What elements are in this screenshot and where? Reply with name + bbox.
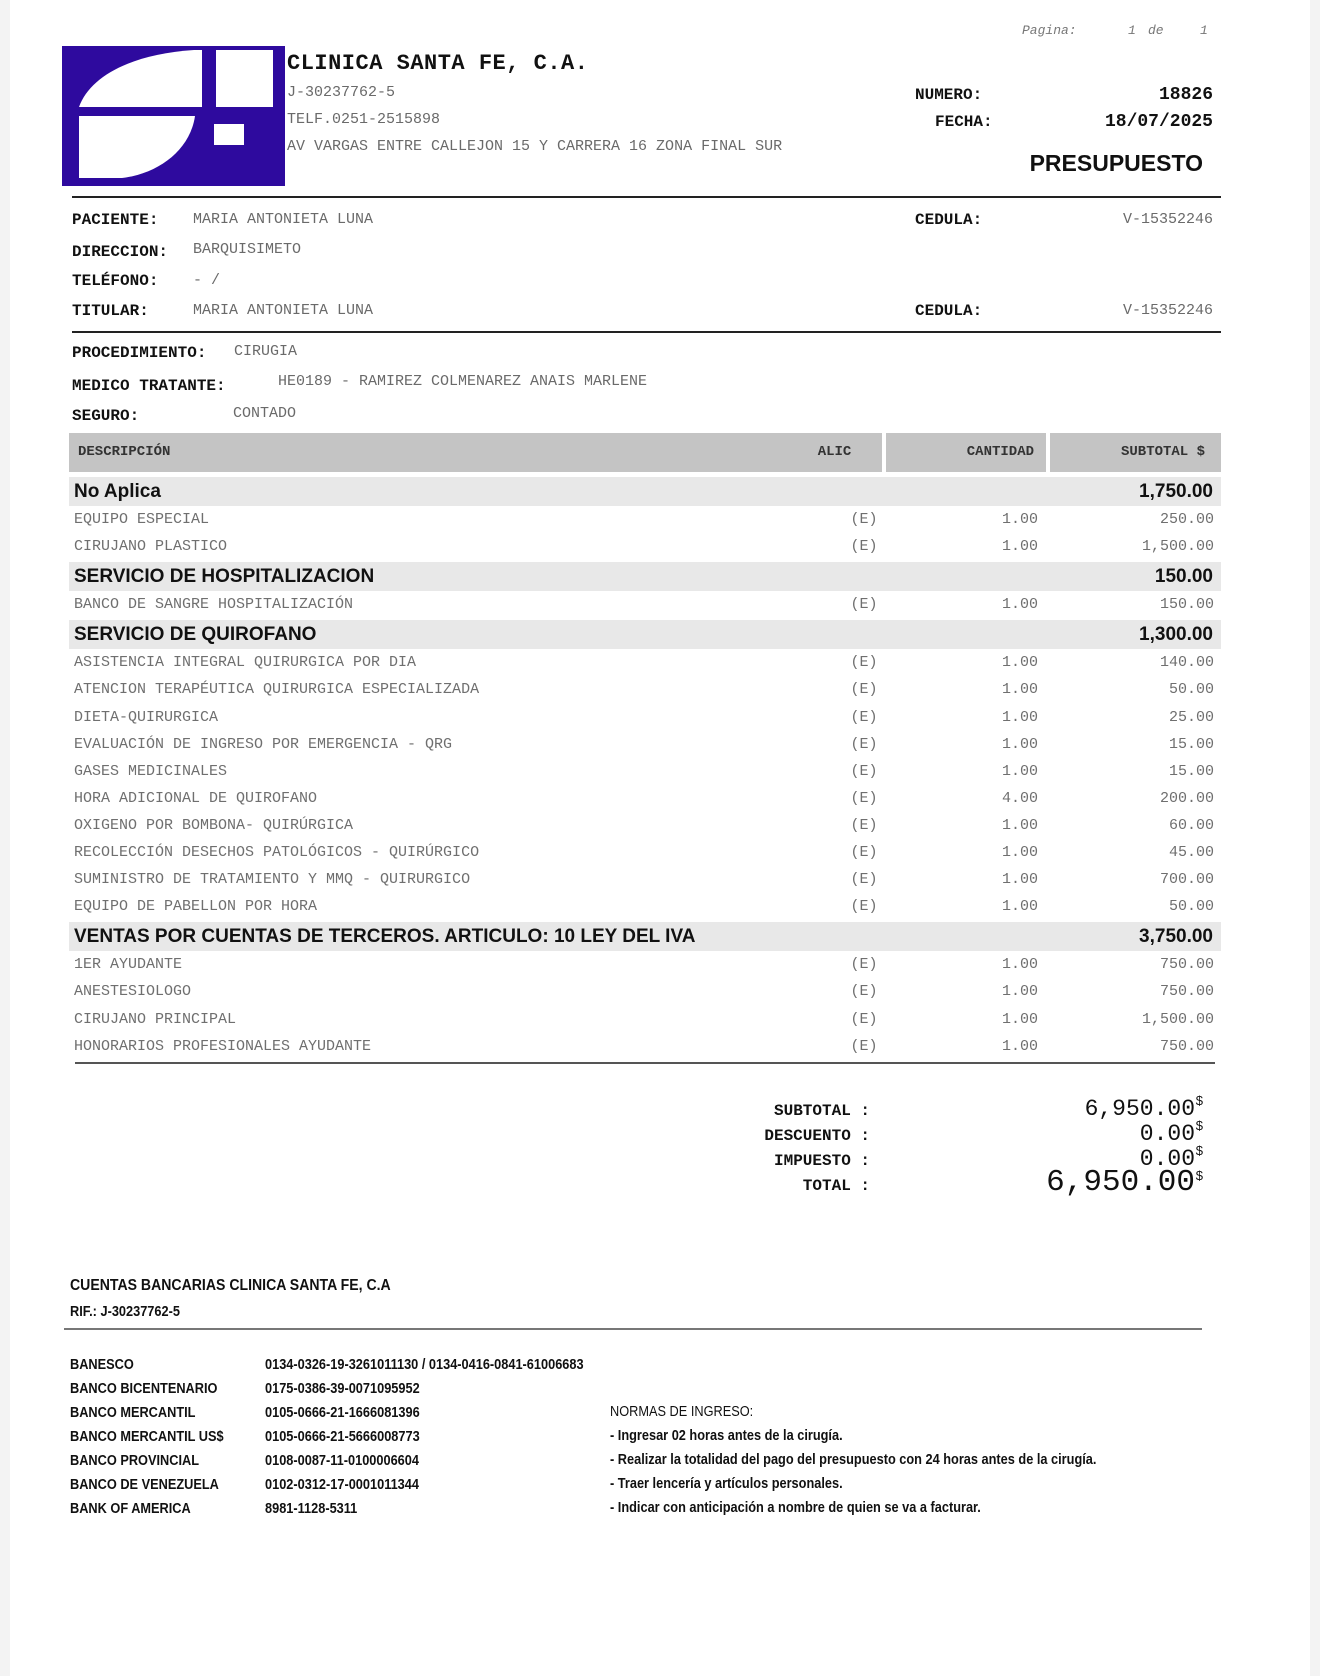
bank-account: 0105-0666-21-5666008773	[265, 1429, 420, 1445]
item-subtotal: 750.00	[1159, 956, 1214, 973]
group-total: 1,300.00	[1139, 624, 1213, 646]
item-subtotal: 25.00	[1168, 709, 1214, 726]
table-row	[74, 591, 1214, 618]
accounts-title: CUENTAS BANCARIAS CLINICA SANTA FE, C.A	[70, 1277, 391, 1294]
paciente-label: PACIENTE:	[72, 211, 159, 229]
clinic-name: CLINICA SANTA FE, C.A.	[287, 51, 589, 76]
admission-rule: - Traer lencería y artículos personales.	[610, 1476, 843, 1492]
group-title: SERVICIO DE QUIROFANO	[74, 624, 317, 646]
divider	[72, 331, 1221, 333]
item-quantity: 1.00	[1001, 538, 1038, 555]
currency-symbol: $	[1195, 1093, 1203, 1108]
item-quantity: 1.00	[1001, 983, 1038, 1000]
table-row	[74, 506, 1214, 533]
item-subtotal: 700.00	[1159, 871, 1214, 888]
table-bottom-rule	[75, 1062, 1215, 1064]
rules-title: NORMAS DE INGRESO:	[610, 1404, 754, 1420]
item-description: OXIGENO POR BOMBONA- QUIRÚRGICA	[74, 817, 354, 834]
item-description: SUMINISTRO DE TRATAMIENTO Y MMQ - QUIRURGICO	[74, 871, 471, 888]
page-current: 1	[1128, 23, 1136, 38]
item-quantity: 1.00	[1001, 511, 1038, 528]
item-description: 1ER AYUDANTE	[74, 956, 183, 973]
page-total: 1	[1200, 23, 1208, 38]
divider	[72, 196, 1221, 198]
item-quantity: 1.00	[1001, 956, 1038, 973]
item-alic: (E)	[850, 898, 878, 915]
item-quantity: 1.00	[1001, 1038, 1038, 1055]
column-header-description: DESCRIPCIÓN	[69, 433, 792, 472]
item-quantity: 1.00	[1001, 596, 1038, 613]
item-alic: (E)	[850, 956, 878, 973]
item-subtotal: 750.00	[1159, 1038, 1214, 1055]
total-value: 6,950.00	[1046, 1165, 1195, 1200]
item-alic: (E)	[850, 709, 878, 726]
item-alic: (E)	[850, 871, 878, 888]
procedimiento-label: PROCEDIMIENTO:	[72, 344, 207, 362]
item-quantity: 1.00	[1001, 681, 1038, 698]
item-subtotal: 15.00	[1168, 763, 1214, 780]
budget-number: 18826	[1158, 85, 1213, 105]
table-row	[74, 704, 1214, 731]
table-row	[74, 533, 1214, 560]
item-quantity: 1.00	[1001, 763, 1038, 780]
item-alic: (E)	[850, 844, 878, 861]
bank-name: BANCO PROVINCIAL	[70, 1453, 200, 1469]
seguro-label: SEGURO:	[72, 407, 140, 425]
titular-cedula-value: V-15352246	[1122, 302, 1213, 319]
item-subtotal: 50.00	[1168, 898, 1214, 915]
item-alic: (E)	[850, 1011, 878, 1028]
descuento-label: DESCUENTO :	[764, 1127, 870, 1145]
subtotal-value: 6,950.00	[1084, 1096, 1195, 1122]
item-quantity: 1.00	[1001, 871, 1038, 888]
item-alic: (E)	[850, 1038, 878, 1055]
item-quantity: 1.00	[1001, 898, 1038, 915]
admission-rule: - Ingresar 02 horas antes de la cirugía.	[610, 1428, 843, 1444]
bank-account: 8981-1128-5311	[265, 1501, 358, 1517]
bank-account: 0175-0386-39-0071095952	[265, 1381, 420, 1397]
table-row	[74, 978, 1214, 1005]
clinic-rif: J-30237762-5	[287, 84, 396, 101]
item-quantity: 1.00	[1001, 817, 1038, 834]
telefono-value: - /	[193, 272, 221, 289]
column-header-alic: ALIC	[787, 433, 882, 472]
page-label: Pagina:	[1022, 23, 1077, 38]
item-subtotal: 50.00	[1168, 681, 1214, 698]
table-row	[74, 731, 1214, 758]
item-description: ASISTENCIA INTEGRAL QUIRURGICA POR DIA	[74, 654, 417, 671]
fecha-label: FECHA:	[935, 113, 993, 131]
seguro-value: CONTADO	[233, 405, 297, 422]
item-description: GASES MEDICINALES	[74, 763, 228, 780]
cedula-label: CEDULA:	[915, 211, 983, 229]
currency-symbol: $	[1195, 1168, 1203, 1183]
group-row	[69, 477, 1221, 506]
item-alic: (E)	[850, 538, 878, 555]
group-total: 150.00	[1154, 566, 1213, 588]
item-quantity: 1.00	[1001, 844, 1038, 861]
bank-account: 0134-0326-19-3261011130 / 0134-0416-0841-61006683	[265, 1357, 584, 1373]
item-quantity: 1.00	[1001, 709, 1038, 726]
item-subtotal: 200.00	[1159, 790, 1214, 807]
impuesto-label: IMPUESTO :	[773, 1152, 870, 1170]
item-description: BANCO DE SANGRE HOSPITALIZACIÓN	[74, 596, 354, 613]
item-alic: (E)	[850, 736, 878, 753]
item-alic: (E)	[850, 681, 878, 698]
table-row	[74, 785, 1214, 812]
paciente-value: MARIA ANTONIETA LUNA	[193, 211, 374, 228]
table-row	[74, 893, 1214, 920]
item-description: EVALUACIÓN DE INGRESO POR EMERGENCIA - QRG	[74, 736, 453, 753]
page-of: de	[1148, 23, 1164, 38]
item-description: CIRUJANO PRINCIPAL	[74, 1011, 237, 1028]
item-quantity: 1.00	[1001, 736, 1038, 753]
bank-name: BANK OF AMERICA	[70, 1501, 191, 1517]
document-title: PRESUPUESTO	[1029, 150, 1203, 176]
footer-rif: RIF.: J-30237762-5	[70, 1304, 180, 1320]
direccion-value: BARQUISIMETO	[193, 241, 302, 258]
bank-account: 0105-0666-21-1666081396	[265, 1405, 420, 1421]
clinic-logo-icon	[62, 46, 285, 186]
item-subtotal: 45.00	[1168, 844, 1214, 861]
item-alic: (E)	[850, 983, 878, 1000]
group-total: 3,750.00	[1139, 926, 1213, 948]
budget-document	[10, 0, 1310, 1676]
item-subtotal: 1,500.00	[1141, 1011, 1214, 1028]
item-alic: (E)	[850, 596, 878, 613]
item-quantity: 4.00	[1001, 790, 1038, 807]
numero-label: NUMERO:	[915, 86, 983, 104]
table-row	[74, 649, 1214, 676]
bank-account: 0108-0087-11-0100006604	[265, 1453, 419, 1469]
bank-name: BANCO DE VENEZUELA	[70, 1477, 219, 1493]
descuento-value: 0.00	[1139, 1121, 1195, 1147]
divider	[64, 1328, 1202, 1330]
item-description: EQUIPO DE PABELLON POR HORA	[74, 898, 318, 915]
clinic-phone: TELF.0251-2515898	[287, 111, 441, 128]
item-subtotal: 15.00	[1168, 736, 1214, 753]
table-row	[74, 951, 1214, 978]
subtotal-label: SUBTOTAL :	[773, 1102, 870, 1120]
item-description: CIRUJANO PLASTICO	[74, 538, 228, 555]
bank-name: BANESCO	[70, 1357, 134, 1373]
total-label: TOTAL :	[802, 1177, 870, 1195]
group-title: No Aplica	[74, 481, 161, 502]
item-subtotal: 750.00	[1159, 983, 1214, 1000]
item-description: DIETA-QUIRURGICA	[74, 709, 219, 726]
group-title: VENTAS POR CUENTAS DE TERCEROS. ARTICULO: 10 LEY DEL IVA	[74, 926, 696, 948]
table-row	[74, 866, 1214, 893]
item-alic: (E)	[850, 790, 878, 807]
titular-value: MARIA ANTONIETA LUNA	[193, 302, 374, 319]
titular-label: TITULAR:	[72, 302, 149, 320]
admission-rule: - Indicar con anticipación a nombre de quien se va a facturar.	[610, 1500, 981, 1516]
direccion-label: DIRECCION:	[72, 243, 169, 261]
table-row	[74, 839, 1214, 866]
item-description: EQUIPO ESPECIAL	[74, 511, 210, 528]
impuesto-value: 0.00	[1139, 1146, 1195, 1172]
table-row	[74, 1006, 1214, 1033]
telefono-label: TELÉFONO:	[72, 272, 159, 290]
item-description: ANESTESIOLOGO	[74, 983, 192, 1000]
table-row	[74, 812, 1214, 839]
cedula-value: V-15352246	[1122, 211, 1213, 228]
item-subtotal: 150.00	[1159, 596, 1214, 613]
item-subtotal: 60.00	[1168, 817, 1214, 834]
budget-date: 18/07/2025	[1104, 112, 1213, 132]
bank-account: 0102-0312-17-0001011344	[265, 1477, 419, 1493]
group-title: SERVICIO DE HOSPITALIZACION	[74, 566, 375, 588]
item-subtotal: 1,500.00	[1141, 538, 1214, 555]
titular-cedula-label: CEDULA:	[915, 302, 983, 320]
item-description: HONORARIOS PROFESIONALES AYUDANTE	[74, 1038, 372, 1055]
item-subtotal: 250.00	[1159, 511, 1214, 528]
bank-name: BANCO BICENTENARIO	[70, 1381, 218, 1397]
group-total: 1,750.00	[1139, 481, 1213, 502]
column-header-quantity: CANTIDAD	[886, 433, 1046, 472]
medico-value: HE0189 - RAMIREZ COLMENAREZ ANAIS MARLENE	[278, 373, 648, 390]
admission-rule: - Realizar la totalidad del pago del presupuesto con 24 horas antes de la cirugía.	[610, 1452, 1097, 1468]
item-alic: (E)	[850, 511, 878, 528]
item-quantity: 1.00	[1001, 654, 1038, 671]
column-header-subtotal: SUBTOTAL $	[1050, 433, 1221, 472]
item-description: ATENCION TERAPÉUTICA QUIRURGICA ESPECIALIZADA	[74, 681, 480, 698]
table-row	[74, 676, 1214, 703]
medico-label: MEDICO TRATANTE:	[72, 377, 226, 395]
table-row	[74, 1033, 1214, 1060]
bank-name: BANCO MERCANTIL US$	[70, 1429, 224, 1445]
table-row	[74, 758, 1214, 785]
item-description: RECOLECCIÓN DESECHOS PATOLÓGICOS - QUIRÚRGICO	[74, 844, 480, 861]
item-quantity: 1.00	[1001, 1011, 1038, 1028]
currency-symbol: $	[1195, 1118, 1203, 1133]
item-alic: (E)	[850, 654, 878, 671]
item-alic: (E)	[850, 763, 878, 780]
item-subtotal: 140.00	[1159, 654, 1214, 671]
currency-symbol: $	[1195, 1143, 1203, 1158]
bank-name: BANCO MERCANTIL	[70, 1405, 196, 1421]
clinic-address: AV VARGAS ENTRE CALLEJON 15 Y CARRERA 16 ZONA FINAL SUR	[287, 138, 783, 155]
item-description: HORA ADICIONAL DE QUIROFANO	[74, 790, 318, 807]
procedimiento-value: CIRUGIA	[234, 343, 298, 360]
item-alic: (E)	[850, 817, 878, 834]
